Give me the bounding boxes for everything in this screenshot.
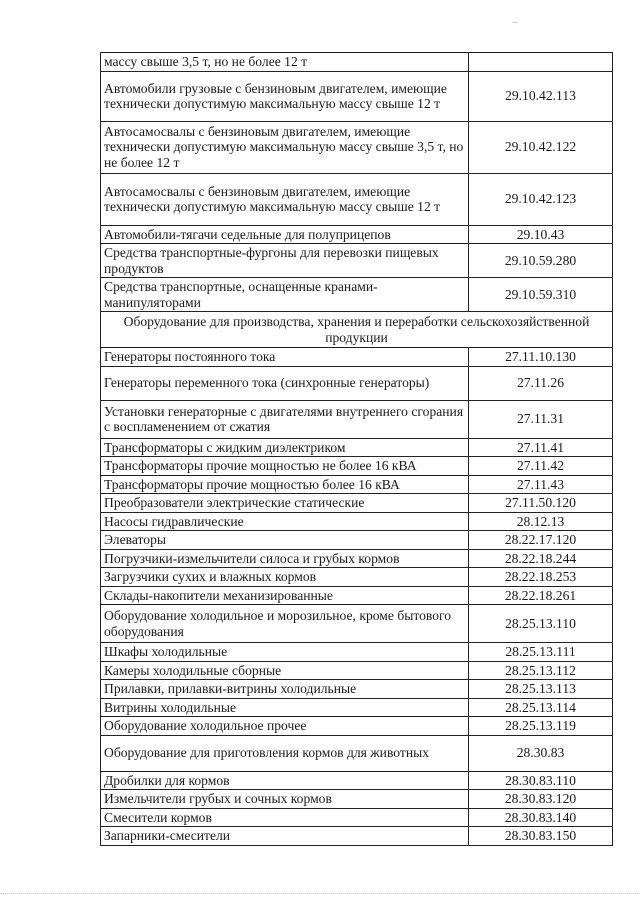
document-sheet xyxy=(100,52,612,846)
item-code: 27.11.43 xyxy=(469,475,613,494)
item-name: Измельчители грубых и сочных кормов xyxy=(101,790,469,809)
item-code: 29.10.42.123 xyxy=(469,173,613,225)
item-code: 28.12.13 xyxy=(469,512,613,531)
item-code: 28.25.13.111 xyxy=(469,643,613,662)
item-code: 27.11.26 xyxy=(469,366,613,400)
item-name: Загрузчики сухих и влажных кормов xyxy=(101,568,469,587)
item-name: Элеваторы xyxy=(101,531,469,550)
table-row xyxy=(101,457,613,476)
item-name: Запарники-смесители xyxy=(101,827,469,846)
table-row xyxy=(101,790,613,809)
item-code: 28.30.83.120 xyxy=(469,790,613,809)
table-row xyxy=(101,244,613,278)
item-name: Прилавки, прилавки-витрины холодильные xyxy=(101,680,469,699)
item-code: 29.10.43 xyxy=(469,225,613,244)
table-row xyxy=(101,366,613,400)
item-name: Автосамосвалы с бензиновым двигателем, имеющие технически допустимую максимальную массу свыше 3,5 т, но не более 12 т xyxy=(101,121,469,173)
item-code: 28.22.17.120 xyxy=(469,531,613,550)
item-code: 27.11.42 xyxy=(469,457,613,476)
item-code: 29.10.59.280 xyxy=(469,244,613,278)
table-row xyxy=(101,735,613,771)
table-row xyxy=(101,53,613,72)
item-name: массу свыше 3,5 т, но не более 12 т xyxy=(101,53,469,72)
table-row xyxy=(101,643,613,662)
item-code: 27.11.41 xyxy=(469,438,613,457)
item-code: 28.30.83.150 xyxy=(469,827,613,846)
item-name: Трансформаторы прочие мощностью не более 16 кВА xyxy=(101,457,469,476)
item-name: Автосамосвалы с бензиновым двигателем, имеющие технически допустимую максимальную массу свыше 12 т xyxy=(101,173,469,225)
item-code: 28.30.83.140 xyxy=(469,808,613,827)
okpd-code-table xyxy=(100,52,613,846)
item-name: Генераторы постоянного тока xyxy=(101,348,469,367)
section-title: Оборудование для производства, хранения и переработки сельскохозяйственной продукции xyxy=(101,312,613,348)
table-row xyxy=(101,494,613,513)
item-name: Камеры холодильные сборные xyxy=(101,661,469,680)
scan-mark xyxy=(512,22,518,23)
item-name: Насосы гидравлические xyxy=(101,512,469,531)
table-row xyxy=(101,531,613,550)
item-name: Преобразователи электрические статические xyxy=(101,494,469,513)
item-code: 27.11.10.130 xyxy=(469,348,613,367)
table-row xyxy=(101,475,613,494)
table-row xyxy=(101,717,613,736)
table-row xyxy=(101,512,613,531)
table-row xyxy=(101,568,613,587)
item-name: Средства транспортные, оснащенные кранами-манипуляторами xyxy=(101,278,469,312)
table-row xyxy=(101,225,613,244)
table-row xyxy=(101,348,613,367)
item-code: 28.22.18.244 xyxy=(469,549,613,568)
item-code: 28.25.13.112 xyxy=(469,661,613,680)
item-name: Витрины холодильные xyxy=(101,698,469,717)
table-row xyxy=(101,121,613,173)
table-row xyxy=(101,71,613,121)
item-name: Автомобили-тягачи седельные для полуприцепов xyxy=(101,225,469,244)
item-code: 28.22.18.253 xyxy=(469,568,613,587)
item-code: 28.25.13.114 xyxy=(469,698,613,717)
table-row xyxy=(101,549,613,568)
item-name: Трансформаторы прочие мощностью более 16 кВА xyxy=(101,475,469,494)
item-name: Оборудование холодильное и морозильное, кроме бытового оборудования xyxy=(101,605,469,643)
item-name: Склады-накопители механизированные xyxy=(101,586,469,605)
table-row xyxy=(101,827,613,846)
table-row xyxy=(101,173,613,225)
item-code: 29.10.42.113 xyxy=(469,71,613,121)
table-row xyxy=(101,605,613,643)
item-code: 28.25.13.113 xyxy=(469,680,613,699)
item-code: 28.30.83.110 xyxy=(469,771,613,790)
item-name: Оборудование для приготовления кормов для животных xyxy=(101,735,469,771)
item-name: Средства транспортные-фургоны для перевозки пищевых продуктов xyxy=(101,244,469,278)
item-name: Смесители кормов xyxy=(101,808,469,827)
item-name: Погрузчики-измельчители силоса и грубых кормов xyxy=(101,549,469,568)
table-row xyxy=(101,400,613,438)
table-row xyxy=(101,438,613,457)
section-header-row xyxy=(101,312,613,348)
item-code: 28.30.83 xyxy=(469,735,613,771)
item-code: 29.10.42.122 xyxy=(469,121,613,173)
item-code: 28.22.18.261 xyxy=(469,586,613,605)
item-code: 27.11.50.120 xyxy=(469,494,613,513)
item-code xyxy=(469,53,613,72)
table-row xyxy=(101,680,613,699)
item-name: Дробилки для кормов xyxy=(101,771,469,790)
item-code: 27.11.31 xyxy=(469,400,613,438)
item-code: 28.25.13.110 xyxy=(469,605,613,643)
item-code: 28.25.13.119 xyxy=(469,717,613,736)
item-name: Оборудование холодильное прочее xyxy=(101,717,469,736)
item-name: Автомобили грузовые с бензиновым двигателем, имеющие технически допустимую максимальную массу свыше 12 т xyxy=(101,71,469,121)
table-row xyxy=(101,771,613,790)
table-row xyxy=(101,808,613,827)
item-name: Шкафы холодильные xyxy=(101,643,469,662)
table-row xyxy=(101,586,613,605)
item-name: Генераторы переменного тока (синхронные генераторы) xyxy=(101,366,469,400)
table-row xyxy=(101,661,613,680)
scan-edge-line xyxy=(0,893,640,894)
table-row xyxy=(101,278,613,312)
item-name: Установки генераторные с двигателями внутреннего сгорания с воспламенением от сжатия xyxy=(101,400,469,438)
table-row xyxy=(101,698,613,717)
item-name: Трансформаторы с жидким диэлектриком xyxy=(101,438,469,457)
item-code: 29.10.59.310 xyxy=(469,278,613,312)
